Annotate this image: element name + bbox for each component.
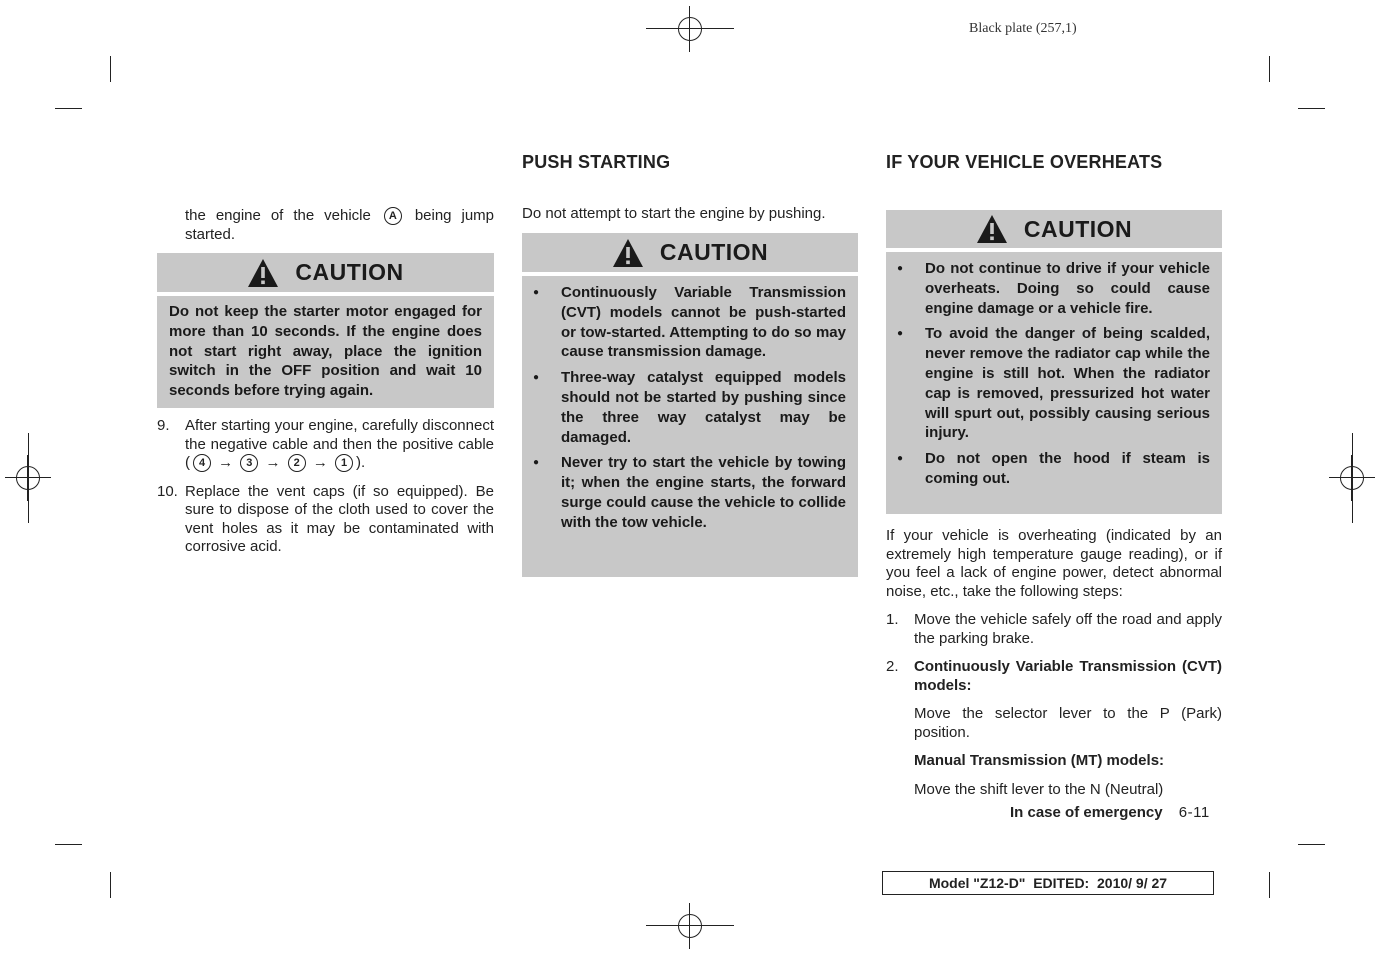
section-heading-push-starting: PUSH STARTING [522,152,671,172]
warning-icon [612,238,644,268]
page-number: 6-11 [1178,804,1210,821]
step-text: Replace the vent caps (if so equipped). Be sure to dispose of the cloth used to cover the vent holes as it may be contaminated with corrosive acid. [185,482,494,555]
intro-text-before: the engine of the vehicle [185,207,371,224]
crop-mark [1352,433,1353,523]
step-number: 1. [886,611,899,628]
section-heading-overheats: IF YOUR VEHICLE OVERHEATS [886,152,1163,172]
step-text: Continuously Variable Transmission (CVT) models: [914,658,1222,694]
registration-mark-bottom [667,903,713,949]
caution-bullet: ● Three-way catalyst equipped models should not be started by pushing since the three way catalyst may be damaged. [533,368,846,447]
plate-label: Black plate (257,1) [969,21,1077,36]
step-number: 10. [157,482,178,500]
crop-mark [110,56,111,82]
model-edit-text: Model "Z12-D" EDITED: 2010/ 9/ 27 [928,875,1168,891]
intro-text-after: being jump started. [185,207,494,243]
marker-2: 2 [288,454,306,472]
arrow-icon: → [312,454,328,471]
step-2 [886,658,1222,695]
caution-bullet: ● To avoid the danger of being scalded, never remove the radiator cap while the engine is still hot. When the radiator cap is removed, pressurized hot water will spurt out, possibly causing serious injury. [897,324,1210,443]
caution-title: CAUTION [295,259,404,285]
crop-mark [110,872,111,898]
arrow-icon: → [265,454,281,471]
crop-mark [1269,872,1270,898]
step-1 [886,611,1222,648]
step-text: After starting your engine, carefully disconnect the negative cable and then the positive cable ( [185,417,494,471]
crop-mark [28,433,29,523]
caution-title: CAUTION [659,239,769,265]
step-10 [157,483,494,557]
cvt-instruction: Move the selector lever to the P (Park) position. [914,705,1222,741]
step-9 [157,417,494,473]
caution-text: Do not keep the starter motor engaged for more than 10 seconds. If the engine does not start right away, place the ignition switch in the OFF position and wait 10 seconds before trying again. [169,303,482,400]
caution-bullet: ● Do not continue to drive if your vehicle overheats. Doing so could cause engine damage or a vehicle fire. [897,259,1210,318]
crop-mark [1269,56,1270,82]
caution-bullet: ● Continuously Variable Transmission (CVT) models cannot be push-started or tow-started. Attempting to do so may cause transmission damage. [533,283,846,362]
col2-intro: Do not attempt to start the engine by pushing. [522,205,826,222]
caution-header-col3 [886,210,1222,248]
marker-4: 4 [193,454,211,472]
crop-mark [1298,844,1325,845]
col1-intro [185,207,494,244]
caution-body-col1 [157,296,494,408]
marker-a: A [384,207,402,225]
registration-mark-top [667,6,713,52]
caution-body-col2 [522,276,858,577]
marker-3: 3 [240,454,258,472]
overheat-intro: If your vehicle is overheating (indicated by an extremely high temperature gauge reading), or if you feel a lack of engine power, detect abnormal noise, etc., take the following steps: [886,527,1222,600]
step-text: Move the vehicle safely off the road and apply the parking brake. [914,611,1222,647]
caution-header-col1 [157,253,494,292]
col3-body [886,527,1222,799]
mt-heading: Manual Transmission (MT) models: [914,752,1165,769]
section-name: In case of emergency [1010,804,1163,821]
caution-bullet: ● Do not open the hood if steam is coming out. [897,449,1210,489]
col1-steps [157,417,494,567]
crop-mark [1298,108,1325,109]
caution-title: CAUTION [1023,215,1133,242]
page-footer [1010,804,1210,821]
caution-header-col2 [522,233,858,272]
step-text-end: ). [356,454,366,471]
crop-mark [55,844,82,845]
mt-instruction: Move the shift lever to the N (Neutral) [914,780,1164,798]
warning-icon [247,258,279,288]
step-number: 9. [157,417,170,434]
step-number: 2. [886,658,899,675]
model-edit-box [882,871,1214,895]
caution-bullet: ● Never try to start the vehicle by towing it; when the engine starts, the forward surge could cause the vehicle to collide with the tow vehicle. [533,453,846,532]
arrow-icon: → [218,454,234,471]
caution-body-col3 [886,252,1222,514]
crop-mark [646,925,734,926]
crop-mark [646,28,734,29]
crop-mark [55,108,82,109]
marker-1: 1 [335,454,353,472]
warning-icon [976,214,1008,244]
